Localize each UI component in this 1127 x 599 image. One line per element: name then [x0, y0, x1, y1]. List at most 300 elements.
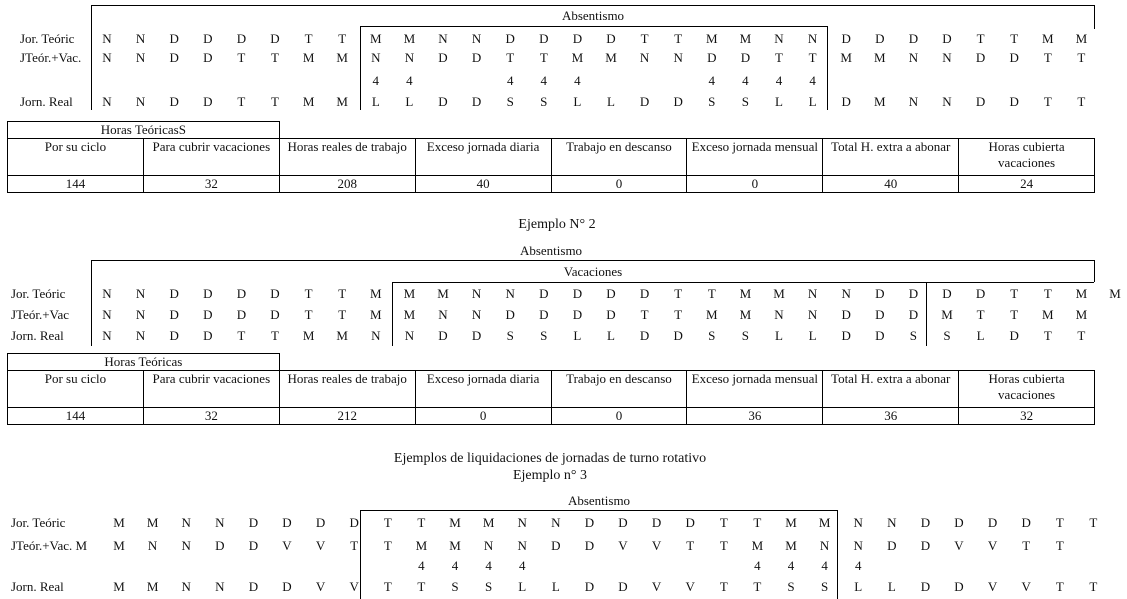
- schedule-cell: T: [1043, 94, 1052, 109]
- schedule-cell: D: [887, 538, 897, 553]
- schedule-cell: M: [113, 515, 125, 530]
- schedule-cell: D: [169, 307, 179, 322]
- schedule-cell: D: [270, 307, 280, 322]
- schedule-cell: D: [908, 307, 919, 322]
- schedule-cell: M: [941, 307, 953, 322]
- schedule-cell: T: [753, 515, 762, 530]
- schedule-cell: T: [1022, 538, 1031, 553]
- schedule-cell: D: [471, 328, 482, 343]
- schedule-cell: T: [1043, 286, 1052, 301]
- schedule-cell: N: [181, 515, 191, 530]
- schedule-cell: N: [102, 286, 112, 301]
- schedule-cell: S: [909, 328, 917, 343]
- schedule-cell: T: [237, 328, 246, 343]
- schedule-cell: D: [875, 307, 885, 322]
- schedule-cell: D: [920, 515, 931, 530]
- schedule-cell: N: [102, 328, 112, 343]
- schedule-cell: N: [147, 538, 158, 553]
- column-header: Exceso jornada diaria: [415, 371, 551, 408]
- schedule-cell: N: [135, 286, 146, 301]
- schedule-cell: 4: [372, 73, 380, 88]
- schedule-cell: D: [975, 94, 986, 109]
- column-header: Exceso jornada diaria: [415, 139, 551, 176]
- schedule-cell: D: [908, 286, 919, 301]
- schedule-cell: D: [551, 538, 561, 553]
- schedule-cell: V: [349, 579, 359, 594]
- schedule-cell: T: [338, 307, 347, 322]
- column-header: Horas cubierta vacaciones: [959, 371, 1095, 408]
- schedule-cell: M: [785, 538, 797, 553]
- value-cell: 212: [279, 408, 415, 425]
- schedule-cell: D: [315, 515, 326, 530]
- schedule-cell: L: [808, 94, 817, 109]
- value-cell: 32: [143, 176, 279, 193]
- schedule-cell: D: [203, 286, 213, 301]
- schedule-cell: T: [640, 307, 649, 322]
- schedule-cell: D: [505, 31, 515, 46]
- schedule-cell: L: [775, 94, 783, 109]
- schedule-cell: D: [203, 307, 213, 322]
- schedule-cell: D: [438, 328, 448, 343]
- schedule-cell: S: [741, 94, 749, 109]
- column-header: Exceso jornada mensual: [687, 371, 823, 408]
- schedule-cell: D: [438, 94, 448, 109]
- schedule-cell: N: [908, 94, 919, 109]
- column-header: Horas cubierta vacaciones: [959, 139, 1095, 176]
- schedule-cell: 4: [518, 558, 526, 573]
- schedule-cell: D: [954, 579, 964, 594]
- schedule-cell: D: [203, 94, 213, 109]
- schedule-cell: D: [975, 286, 986, 301]
- schedule-cell: T: [1089, 579, 1098, 594]
- schedule-cell: N: [404, 50, 415, 65]
- schedule-cell: T: [271, 50, 279, 65]
- example-3-title: Ejemplo n° 3: [512, 468, 588, 483]
- schedule-cell: T: [719, 538, 728, 553]
- schedule-cell: N: [551, 515, 561, 530]
- schedule-cell: D: [606, 307, 616, 322]
- schedule-cell: N: [908, 50, 919, 65]
- schedule-cell: T: [271, 94, 279, 109]
- schedule-cell: N: [841, 286, 851, 301]
- schedule-cell: N: [135, 328, 146, 343]
- schedule-cell: V: [651, 579, 662, 594]
- schedule-cell: M: [403, 307, 416, 322]
- row-label: JTeór.+Vac. M: [11, 538, 88, 553]
- schedule-cell: M: [1075, 307, 1088, 322]
- schedule-cell: T: [237, 94, 246, 109]
- schedule-cell: M: [773, 286, 785, 301]
- schedule-cell: T: [383, 579, 392, 594]
- schedule-cell: N: [135, 94, 146, 109]
- schedule-cell: D: [639, 286, 650, 301]
- schedule-cell: M: [336, 94, 348, 109]
- schedule-cell: N: [819, 538, 830, 553]
- schedule-cell: 4: [451, 558, 459, 573]
- schedule-cell: N: [371, 50, 381, 65]
- schedule-cell: D: [169, 286, 179, 301]
- schedule-cell: D: [282, 579, 292, 594]
- column-header: Trabajo en descanso: [551, 139, 687, 176]
- schedule-cell: N: [215, 579, 225, 594]
- schedule-cell: M: [302, 50, 315, 65]
- schedule-cell: N: [135, 50, 146, 65]
- schedule-cell: T: [640, 31, 649, 46]
- schedule-cell: S: [787, 579, 795, 594]
- schedule-cell: L: [607, 328, 615, 343]
- schedule-cell: D: [707, 50, 717, 65]
- schedule-cell: M: [706, 31, 718, 46]
- schedule-cell: N: [774, 31, 784, 46]
- schedule-cell: L: [573, 328, 582, 343]
- schedule-cell: M: [146, 579, 159, 594]
- schedule-cell: D: [539, 286, 549, 301]
- schedule-cell: M: [1075, 286, 1088, 301]
- schedule-cell: T: [1010, 31, 1019, 46]
- schedule-cell: N: [135, 31, 146, 46]
- schedule-cell: T: [338, 31, 347, 46]
- schedule-cell: D: [875, 286, 885, 301]
- schedule-cell: T: [1089, 515, 1098, 530]
- schedule-cell: 4: [485, 558, 492, 573]
- schedule-cell: D: [505, 307, 515, 322]
- schedule-cell: D: [606, 31, 616, 46]
- schedule-cell: L: [854, 579, 863, 594]
- schedule-cell: M: [706, 307, 718, 322]
- row-label: Jor. Teóric: [11, 286, 66, 301]
- schedule-cell: M: [874, 94, 886, 109]
- schedule-cell: N: [807, 31, 818, 46]
- schedule-cell: T: [1055, 515, 1064, 530]
- row-label: JTeór.+Vac: [11, 307, 70, 322]
- schedule-cell: S: [943, 328, 951, 343]
- hours-table-1: [7, 121, 1095, 193]
- schedule-cell: M: [437, 286, 449, 301]
- schedule-cell: D: [908, 31, 919, 46]
- schedule-cell: 4: [854, 558, 862, 573]
- schedule-cell: M: [1109, 286, 1121, 301]
- schedule-cell: D: [203, 328, 213, 343]
- value-cell: 36: [687, 408, 823, 425]
- absentismo-label: Absentismo: [567, 493, 631, 508]
- schedule-cell: T: [338, 286, 347, 301]
- schedule-cell: D: [673, 328, 683, 343]
- schedule-cell: N: [102, 31, 112, 46]
- schedule-cell: D: [169, 328, 179, 343]
- schedule-cell: S: [540, 328, 548, 343]
- schedule-cell: D: [1009, 94, 1019, 109]
- schedule-cell: M: [1042, 31, 1054, 46]
- column-header: Trabajo en descanso: [551, 371, 687, 408]
- row-label: Jorn. Real: [11, 328, 64, 343]
- schedule-cell: D: [740, 50, 751, 65]
- value-cell: 0: [415, 408, 551, 425]
- schedule-cell: M: [785, 515, 797, 530]
- schedule-cell: D: [975, 50, 986, 65]
- row-label: JTeór.+Vac.: [20, 50, 82, 65]
- schedule-cell: M: [449, 538, 461, 553]
- schedule-cell: D: [841, 94, 851, 109]
- schedule-cell: T: [304, 286, 313, 301]
- schedule-cell: L: [976, 328, 985, 343]
- schedule-cell: T: [1043, 50, 1052, 65]
- schedule-cell: 4: [775, 73, 783, 88]
- schedule-cell: D: [572, 31, 583, 46]
- schedule-cell: T: [674, 307, 683, 322]
- value-cell: 144: [8, 176, 144, 193]
- value-cell: 0: [687, 176, 823, 193]
- schedule-cell: 4: [754, 558, 761, 573]
- hours-table-2: [7, 353, 1095, 425]
- schedule-cell: N: [371, 328, 381, 343]
- schedule-cell: N: [673, 50, 683, 65]
- schedule-cell: D: [841, 328, 851, 343]
- schedule-cell: M: [739, 286, 752, 301]
- schedule-cell: D: [942, 31, 952, 46]
- schedule-cell: D: [572, 286, 583, 301]
- schedule-cell: D: [169, 31, 179, 46]
- schedule-cell: N: [853, 538, 863, 553]
- schedule-cell: N: [853, 515, 863, 530]
- schedule-cell: N: [102, 94, 112, 109]
- schedule-cell: L: [551, 579, 560, 594]
- schedule-cell: D: [349, 515, 359, 530]
- value-cell: 32: [143, 408, 279, 425]
- schedule-cell: 4: [406, 73, 413, 88]
- schedule-cell: T: [1077, 328, 1086, 343]
- schedule-cell: V: [685, 579, 695, 594]
- schedule-cell: N: [505, 286, 515, 301]
- value-cell: 0: [551, 176, 687, 193]
- schedule-cell: S: [820, 579, 829, 594]
- schedule-cell: T: [304, 307, 313, 322]
- schedule-cell: N: [517, 515, 527, 530]
- schedule-cell: N: [181, 579, 191, 594]
- schedule-cell: S: [741, 328, 749, 343]
- schedule-cell: D: [920, 538, 931, 553]
- schedule-cell: M: [146, 515, 159, 530]
- schedule-cell: T: [674, 31, 683, 46]
- schedule-cell: M: [739, 307, 752, 322]
- schedule-cell: V: [315, 579, 326, 594]
- column-header: Horas reales de trabajo: [279, 371, 415, 408]
- schedule-cell: T: [719, 579, 728, 594]
- schedule-cell: N: [471, 31, 482, 46]
- schedule-cell: D: [215, 538, 225, 553]
- schedule-cell: D: [618, 579, 628, 594]
- schedule-cell: D: [584, 579, 595, 594]
- schedule-cell: D: [438, 50, 448, 65]
- schedule-cell: N: [181, 538, 191, 553]
- hours-header: Horas Teóricas: [8, 354, 280, 371]
- column-header: Por su ciclo: [8, 139, 144, 176]
- row-label: Jorn. Real: [20, 94, 73, 109]
- schedule-cell: D: [471, 94, 482, 109]
- schedule-cell: T: [506, 50, 515, 65]
- value-cell: 208: [279, 176, 415, 193]
- schedule-cell: D: [841, 307, 851, 322]
- schedule-cell: S: [506, 94, 514, 109]
- schedule-cell: 4: [418, 558, 425, 573]
- schedule-cell: 4: [540, 73, 548, 88]
- schedule-cell: V: [618, 538, 628, 553]
- schedule-cell: M: [840, 50, 852, 65]
- schedule-cell: D: [282, 515, 292, 530]
- schedule-cell: V: [987, 579, 998, 594]
- schedule-cell: T: [719, 515, 728, 530]
- schedule-cell: D: [248, 579, 259, 594]
- schedule-cell: D: [471, 50, 482, 65]
- schedule-cell: T: [1077, 50, 1086, 65]
- schedule-cell: T: [707, 286, 716, 301]
- schedule-cell: M: [449, 515, 461, 530]
- row-label: Jorn. Real: [11, 579, 64, 594]
- schedule-cell: T: [237, 50, 246, 65]
- schedule-cell: T: [539, 50, 548, 65]
- schedule-cell: M: [370, 31, 382, 46]
- schedule-cell: D: [942, 286, 952, 301]
- schedule-cell: D: [639, 328, 650, 343]
- schedule-cell: D: [584, 538, 595, 553]
- schedule-cell: D: [236, 31, 247, 46]
- schedule-cell: T: [1055, 538, 1064, 553]
- schedule-cell: N: [471, 307, 482, 322]
- schedule-cell: M: [302, 94, 315, 109]
- schedule-cell: T: [1055, 579, 1064, 594]
- schedule-cell: T: [674, 286, 683, 301]
- schedule-cell: M: [482, 515, 495, 530]
- section-title: Ejemplos de liquidaciones de jornadas de turno rotativo: [393, 451, 707, 466]
- schedule-cell: V: [282, 538, 292, 553]
- schedule-cell: T: [383, 538, 392, 553]
- schedule-cell: L: [518, 579, 527, 594]
- schedule-cell: N: [639, 50, 650, 65]
- schedule-cell: N: [942, 50, 952, 65]
- schedule-cell: N: [807, 286, 818, 301]
- schedule-cell: S: [708, 94, 716, 109]
- schedule-cell: D: [572, 307, 583, 322]
- schedule-cell: N: [215, 515, 225, 530]
- schedule-cell: M: [336, 328, 348, 343]
- schedule-cell: 4: [742, 73, 749, 88]
- column-header: Total H. extra a abonar: [823, 139, 959, 176]
- schedule-cell: N: [438, 307, 448, 322]
- schedule-cell: V: [1021, 579, 1031, 594]
- schedule-cell: N: [483, 538, 494, 553]
- schedule-cell: T: [808, 50, 817, 65]
- schedule-cell: L: [405, 94, 414, 109]
- schedule-cell: T: [976, 307, 985, 322]
- schedule-cell: T: [686, 538, 695, 553]
- schedule-cell: T: [417, 579, 426, 594]
- schedule-cell: L: [887, 579, 896, 594]
- schedule-cell: D: [1009, 328, 1019, 343]
- value-cell: 144: [8, 408, 144, 425]
- schedule-cell: M: [403, 286, 416, 301]
- schedule-cell: D: [169, 50, 179, 65]
- schedule-cell: M: [370, 307, 382, 322]
- schedule-cell: 4: [821, 558, 828, 573]
- schedule-cell: D: [673, 94, 683, 109]
- schedule-cell: M: [113, 538, 125, 553]
- schedule-cell: T: [304, 31, 313, 46]
- schedule-cell: D: [841, 31, 851, 46]
- schedule-cell: N: [774, 307, 784, 322]
- column-header: Por su ciclo: [8, 371, 144, 408]
- schedule-cell: D: [203, 31, 213, 46]
- schedule-cell: M: [739, 31, 752, 46]
- schedule-cell: D: [203, 50, 213, 65]
- schedule-cell: L: [775, 328, 783, 343]
- schedule-cell: T: [1043, 328, 1052, 343]
- schedule-cell: T: [976, 31, 985, 46]
- schedule-cell: D: [236, 307, 247, 322]
- schedule-cell: L: [573, 94, 582, 109]
- schedule-cell: D: [618, 515, 628, 530]
- schedule-cell: M: [874, 50, 886, 65]
- schedule-cell: T: [350, 538, 359, 553]
- column-header: Horas reales de trabajo: [279, 139, 415, 176]
- schedule-cell: N: [887, 515, 897, 530]
- schedule-cell: D: [639, 94, 650, 109]
- schedule-cell: D: [954, 515, 964, 530]
- schedule-cell: D: [875, 31, 885, 46]
- schedule-cell: 4: [574, 73, 581, 88]
- schedule-cell: D: [651, 515, 662, 530]
- schedule-cell: D: [584, 515, 595, 530]
- schedule-cell: V: [315, 538, 326, 553]
- vacaciones-label: Vacaciones: [563, 264, 623, 279]
- schedule-cell: S: [451, 579, 459, 594]
- schedule-cell: N: [102, 50, 112, 65]
- schedule-cell: 4: [708, 73, 716, 88]
- schedule-cell: L: [607, 94, 615, 109]
- schedule-cell: M: [605, 50, 617, 65]
- absentismo-label: Absentismo: [519, 243, 583, 258]
- schedule-cell: N: [102, 307, 112, 322]
- schedule-cell: T: [753, 579, 762, 594]
- schedule-cell: M: [113, 579, 125, 594]
- value-cell: 40: [823, 176, 959, 193]
- schedule-cell: 4: [787, 558, 795, 573]
- schedule-cell: D: [1021, 515, 1031, 530]
- schedule-cell: N: [135, 307, 146, 322]
- schedule-cell: T: [271, 328, 279, 343]
- schedule-cell: D: [539, 31, 549, 46]
- column-header: Total H. extra a abonar: [823, 371, 959, 408]
- schedule-cell: M: [415, 538, 428, 553]
- schedule-cell: S: [708, 328, 716, 343]
- schedule-cell: S: [540, 94, 548, 109]
- schedule-cell: T: [1010, 286, 1019, 301]
- schedule-cell: M: [370, 286, 382, 301]
- schedule-cell: T: [383, 515, 392, 530]
- schedule-cell: D: [606, 286, 616, 301]
- schedule-cell: M: [1075, 31, 1088, 46]
- schedule-cell: D: [685, 515, 695, 530]
- schedule-cell: S: [484, 579, 493, 594]
- schedule-cell: V: [987, 538, 998, 553]
- schedule-cell: M: [1042, 307, 1054, 322]
- schedule-cell: N: [517, 538, 527, 553]
- schedule-cell: V: [954, 538, 964, 553]
- schedule-cell: T: [1077, 94, 1086, 109]
- schedule-cell: M: [571, 50, 584, 65]
- schedule-cell: N: [807, 307, 818, 322]
- hours-header: Horas TeóricasS: [8, 122, 280, 139]
- row-label: Jor. Teóric: [11, 515, 66, 530]
- value-cell: 40: [415, 176, 551, 193]
